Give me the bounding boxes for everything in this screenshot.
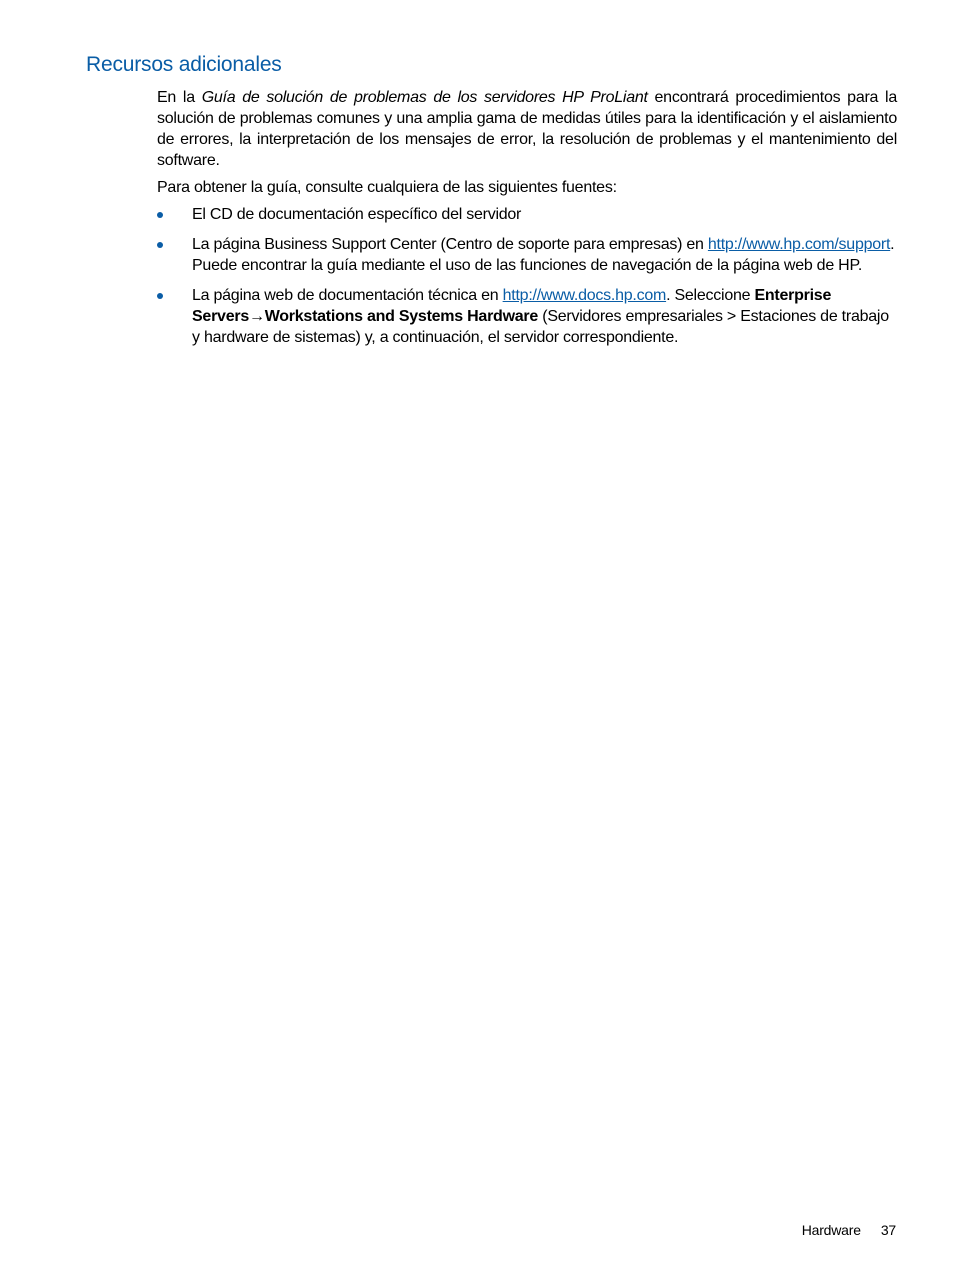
menu-path-enterprise-servers: Enterprise Servers	[192, 287, 832, 325]
list-item	[157, 285, 897, 348]
list-item	[157, 204, 897, 225]
list-item-text-after: . Puede encontrar la guía mediante el uso de las funciones de navegación de la página web de HP.	[192, 236, 895, 274]
intro-paragraph	[157, 87, 897, 171]
sources-intro: Para obtener la guía, consulte cualquiera de las siguientes fuentes:	[157, 179, 617, 196]
list-item-text: El CD de documentación específico del servidor	[192, 206, 522, 223]
list-item-text-before: La página Business Support Center (Centro de soporte para empresas) en	[192, 236, 708, 253]
page-number: 37	[880, 1222, 896, 1238]
list-item-text-after: (Servidores empresariales > Estaciones de trabajo y hardware de sistemas) y, a continuación, el servidor correspondiente.	[192, 308, 889, 346]
hp-docs-link[interactable]: http://www.docs.hp.com	[502, 287, 667, 304]
list-item	[157, 234, 897, 276]
sources-list	[157, 204, 897, 348]
list-item-text-before: La página web de documentación técnica en	[192, 287, 503, 304]
bullet-icon	[157, 242, 163, 248]
menu-path-workstations: Workstations and Systems Hardware	[264, 308, 539, 325]
page-footer	[802, 1222, 896, 1238]
bullet-icon	[157, 293, 163, 299]
hp-support-link[interactable]: http://www.hp.com/support	[707, 236, 891, 253]
intro-prefix: En la	[157, 89, 202, 106]
main-content	[157, 87, 897, 357]
menu-arrow-icon: →	[248, 308, 265, 325]
section-title: Recursos adicionales	[86, 53, 282, 76]
guide-title: Guía de solución de problemas de los servidores HP ProLiant	[201, 89, 648, 106]
list-item-text-middle: . Seleccione	[666, 287, 755, 304]
intro-suffix: encontrará procedimientos para la solución de problemas comunes y una amplia gama de medidas útiles para la identificación y el aislamiento de errores, la interpretación de los mensajes de error, la resolución de problemas y el mantenimiento del software.	[157, 89, 897, 169]
footer-section-name: Hardware	[801, 1222, 861, 1238]
bullet-icon	[157, 212, 163, 218]
